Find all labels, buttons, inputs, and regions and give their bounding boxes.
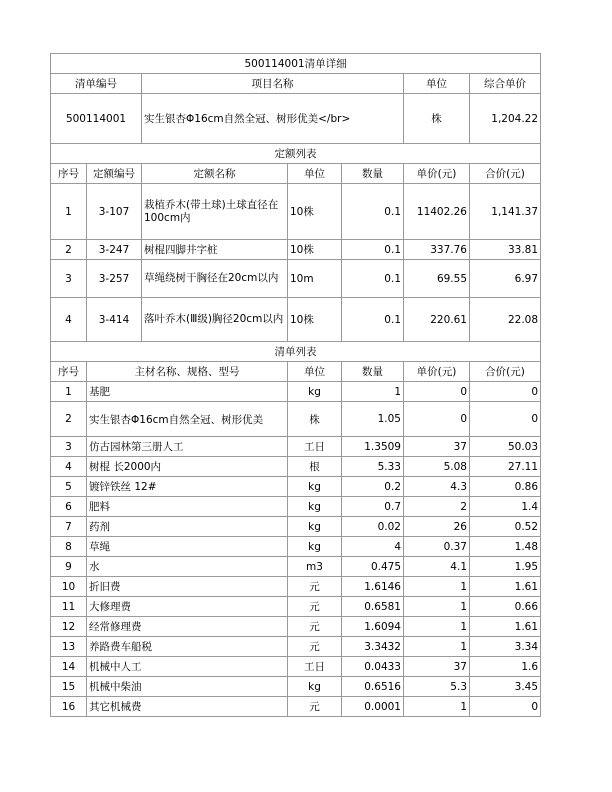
material-unit-price: 5.08 <box>404 457 470 477</box>
material-unit-price: 0 <box>404 402 470 437</box>
quota-qty-header: 数量 <box>342 164 404 184</box>
quota-name-header: 定额名称 <box>142 164 288 184</box>
item-code: 500114001 <box>51 94 142 144</box>
material-qty: 0.7 <box>342 497 404 517</box>
quota-name: 落叶乔木(Ⅲ级)胸径20cm以内 <box>144 313 284 325</box>
material-total-header: 合价(元) <box>470 362 541 382</box>
material-qty: 0.0001 <box>342 697 404 717</box>
quota-row <box>51 184 541 240</box>
material-no: 4 <box>51 457 87 477</box>
quota-name: 树棍四脚井字桩 <box>142 240 288 260</box>
quota-code-header: 定额编号 <box>87 164 142 184</box>
material-unit: 根 <box>288 457 342 477</box>
material-total: 1.6 <box>470 657 541 677</box>
material-row <box>51 557 541 577</box>
material-unit: m3 <box>288 557 342 577</box>
quota-qty: 0.1 <box>342 240 404 260</box>
quota-no: 2 <box>51 240 87 260</box>
material-qty: 1 <box>342 382 404 402</box>
material-qty: 0.2 <box>342 477 404 497</box>
material-qty: 0.475 <box>342 557 404 577</box>
sheet-title: 500114001清单详细 <box>51 54 541 74</box>
quota-total: 6.97 <box>470 260 541 298</box>
material-name: 折旧费 <box>87 577 288 597</box>
material-unit-price: 1 <box>404 597 470 617</box>
material-unit: kg <box>288 477 342 497</box>
quota-total: 1,141.37 <box>470 184 541 240</box>
material-row <box>51 597 541 617</box>
material-name: 机械中人工 <box>87 657 288 677</box>
material-qty: 1.3509 <box>342 437 404 457</box>
material-unit: 元 <box>288 697 342 717</box>
quota-total: 22.08 <box>470 298 541 342</box>
material-row <box>51 402 541 437</box>
material-row <box>51 697 541 717</box>
material-qty: 5.33 <box>342 457 404 477</box>
material-total: 27.11 <box>470 457 541 477</box>
material-unit: 株 <box>288 402 342 437</box>
item-header-row <box>51 74 541 94</box>
material-total: 0.52 <box>470 517 541 537</box>
quota-unit: 10株 <box>288 240 342 260</box>
material-total: 1.61 <box>470 577 541 597</box>
material-no: 9 <box>51 557 87 577</box>
quota-unit: 10株 <box>288 184 342 240</box>
material-name: 其它机械费 <box>87 697 288 717</box>
material-unit: 元 <box>288 577 342 597</box>
quota-row <box>51 240 541 260</box>
material-total: 3.45 <box>470 677 541 697</box>
quota-unit-price: 220.61 <box>404 298 470 342</box>
material-total: 50.03 <box>470 437 541 457</box>
item-row <box>51 94 541 144</box>
material-unit-price: 4.1 <box>404 557 470 577</box>
material-name: 养路费车船税 <box>87 637 288 657</box>
material-name: 机械中柴油 <box>87 677 288 697</box>
material-unit-price: 37 <box>404 657 470 677</box>
material-unit: 元 <box>288 617 342 637</box>
quota-no: 1 <box>51 184 87 240</box>
material-qty: 1.05 <box>342 402 404 437</box>
material-total: 0 <box>470 382 541 402</box>
material-total: 0 <box>470 402 541 437</box>
quota-header-row <box>51 164 541 184</box>
material-row <box>51 637 541 657</box>
material-row <box>51 577 541 597</box>
quota-no: 4 <box>51 298 87 342</box>
item-name-header: 项目名称 <box>142 74 404 94</box>
material-unit-price: 5.3 <box>404 677 470 697</box>
quota-qty: 0.1 <box>342 298 404 342</box>
material-row <box>51 437 541 457</box>
material-name: 肥料 <box>87 497 288 517</box>
material-row <box>51 677 541 697</box>
material-section-title: 清单列表 <box>51 342 541 362</box>
material-unit-price: 1 <box>404 617 470 637</box>
material-name: 镀锌铁丝 12# <box>87 477 288 497</box>
material-row <box>51 517 541 537</box>
material-no-header: 序号 <box>51 362 87 382</box>
material-total: 1.61 <box>470 617 541 637</box>
material-qty: 0.6516 <box>342 677 404 697</box>
material-unit-price: 37 <box>404 437 470 457</box>
quota-name: 草绳绕树干胸径在20cm以内 <box>144 272 279 284</box>
material-name: 经常修理费 <box>87 617 288 637</box>
material-no: 12 <box>51 617 87 637</box>
material-row <box>51 657 541 677</box>
item-price-header: 综合单价 <box>470 74 541 94</box>
material-unit-price: 0.37 <box>404 537 470 557</box>
material-unit: 工日 <box>288 437 342 457</box>
material-unit-header: 单位 <box>288 362 342 382</box>
material-qty: 0.6581 <box>342 597 404 617</box>
material-no: 1 <box>51 382 87 402</box>
material-qty: 3.3432 <box>342 637 404 657</box>
material-no: 16 <box>51 697 87 717</box>
material-name: 草绳 <box>87 537 288 557</box>
quota-name: 栽植乔木(带土球)土球直径在100cm内 <box>144 198 279 224</box>
item-code-header: 清单编号 <box>51 74 142 94</box>
material-no: 3 <box>51 437 87 457</box>
material-row <box>51 382 541 402</box>
quota-unit-price-header: 单价(元) <box>404 164 470 184</box>
material-total: 1.48 <box>470 537 541 557</box>
quota-total-header: 合价(元) <box>470 164 541 184</box>
material-unit-price: 1 <box>404 697 470 717</box>
quota-code: 3-257 <box>87 260 142 298</box>
quota-code: 3-107 <box>87 184 142 240</box>
material-unit-price: 1 <box>404 637 470 657</box>
quota-qty: 0.1 <box>342 184 404 240</box>
material-unit-price: 4.3 <box>404 477 470 497</box>
quota-unit-price: 11402.26 <box>404 184 470 240</box>
material-no: 10 <box>51 577 87 597</box>
material-qty: 1.6094 <box>342 617 404 637</box>
material-unit-price: 26 <box>404 517 470 537</box>
material-unit: 元 <box>288 597 342 617</box>
material-qty: 1.6146 <box>342 577 404 597</box>
material-no: 14 <box>51 657 87 677</box>
material-unit: kg <box>288 677 342 697</box>
material-name: 大修理费 <box>87 597 288 617</box>
quota-no: 3 <box>51 260 87 298</box>
material-name: 基肥 <box>87 382 288 402</box>
material-name: 仿古园林第三册人工 <box>87 437 288 457</box>
material-qty-header: 数量 <box>342 362 404 382</box>
item-unit: 株 <box>404 94 470 144</box>
material-unit: kg <box>288 497 342 517</box>
material-row <box>51 537 541 557</box>
material-row <box>51 457 541 477</box>
material-qty: 4 <box>342 537 404 557</box>
material-total: 0.86 <box>470 477 541 497</box>
quota-qty: 0.1 <box>342 260 404 298</box>
material-name: 水 <box>87 557 288 577</box>
material-no: 5 <box>51 477 87 497</box>
material-no: 6 <box>51 497 87 517</box>
material-no: 7 <box>51 517 87 537</box>
item-price: 1,204.22 <box>470 94 541 144</box>
quota-unit: 10m <box>288 260 342 298</box>
material-total: 3.34 <box>470 637 541 657</box>
material-unit: kg <box>288 382 342 402</box>
quota-unit: 10株 <box>288 298 342 342</box>
quota-code: 3-414 <box>87 298 142 342</box>
material-header-row <box>51 362 541 382</box>
quota-row <box>51 260 541 298</box>
quota-no-header: 序号 <box>51 164 87 184</box>
material-no: 8 <box>51 537 87 557</box>
material-unit-price: 0 <box>404 382 470 402</box>
material-row <box>51 497 541 517</box>
quota-section-title: 定额列表 <box>51 144 541 164</box>
material-total: 1.4 <box>470 497 541 517</box>
material-unit-price-header: 单价(元) <box>404 362 470 382</box>
material-name: 树棍 长2000内 <box>87 457 288 477</box>
material-no: 11 <box>51 597 87 617</box>
material-qty: 0.0433 <box>342 657 404 677</box>
material-unit-price: 1 <box>404 577 470 597</box>
material-unit-price: 2 <box>404 497 470 517</box>
material-unit: 工日 <box>288 657 342 677</box>
quota-unit-header: 单位 <box>288 164 342 184</box>
quota-total: 33.81 <box>470 240 541 260</box>
material-no: 15 <box>51 677 87 697</box>
item-unit-header: 单位 <box>404 74 470 94</box>
material-unit: kg <box>288 537 342 557</box>
material-total: 0 <box>470 697 541 717</box>
material-unit: 元 <box>288 637 342 657</box>
quota-unit-price: 69.55 <box>404 260 470 298</box>
material-no: 13 <box>51 637 87 657</box>
quota-unit-price: 337.76 <box>404 240 470 260</box>
quota-row <box>51 298 541 342</box>
material-row <box>51 617 541 637</box>
material-qty: 0.02 <box>342 517 404 537</box>
material-name-header: 主材名称、规格、型号 <box>87 362 288 382</box>
material-total: 0.66 <box>470 597 541 617</box>
sheet-body <box>51 54 541 717</box>
material-row <box>51 477 541 497</box>
material-total: 1.95 <box>470 557 541 577</box>
material-unit: kg <box>288 517 342 537</box>
material-name: 实生银杏Φ16cm自然全冠、树形优美 <box>87 402 288 437</box>
material-no: 2 <box>51 402 87 437</box>
quota-code: 3-247 <box>87 240 142 260</box>
detail-sheet <box>50 53 541 717</box>
item-name: 实生银杏Φ16cm自然全冠、树形优美</br> <box>142 94 404 144</box>
material-name: 药剂 <box>87 517 288 537</box>
